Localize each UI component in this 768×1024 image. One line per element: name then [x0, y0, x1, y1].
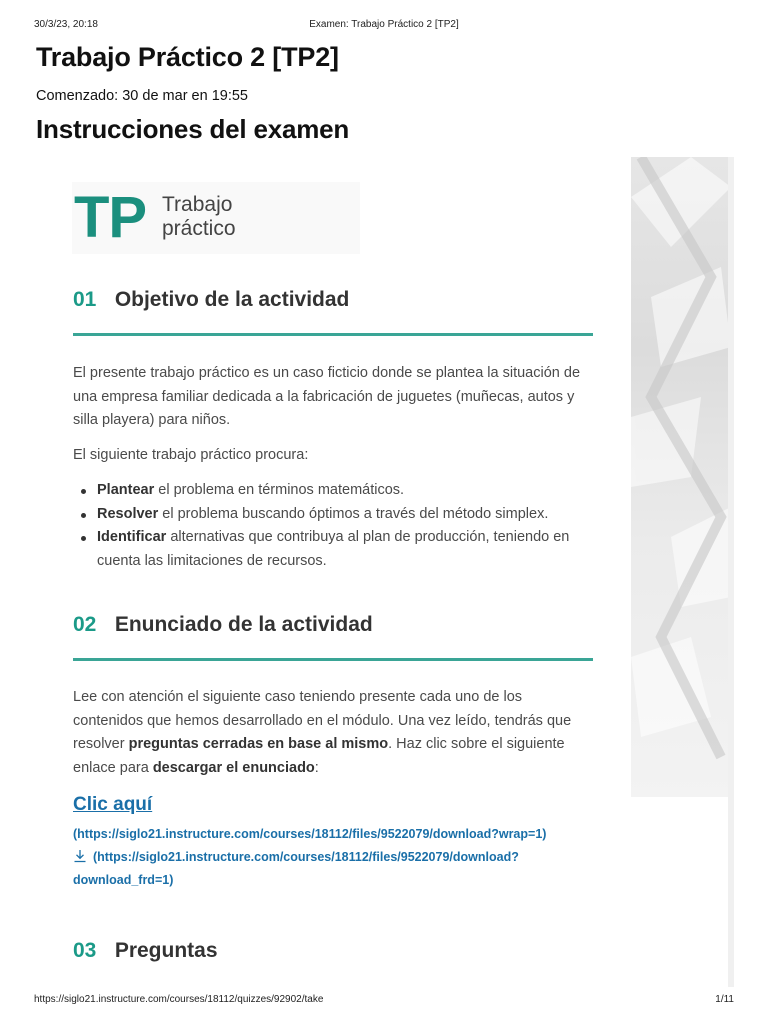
- section-label: Objetivo de la actividad: [114, 288, 350, 311]
- print-footer-url: https://siglo21.instructure.com/courses/18112/quizzes/92902/take: [34, 994, 324, 1005]
- objective-list: [73, 479, 593, 573]
- section-number: 01: [73, 288, 97, 311]
- instructions-heading: Instrucciones del examen: [36, 114, 350, 144]
- objective-intro: El presente trabajo práctico es un caso ficticio donde se plantea la situación de una empresa familiar dedicada a la fabricación de juguetes (muñecas, autos y silla playera) para niños.: [73, 365, 581, 428]
- tp-logo: [72, 182, 360, 254]
- objective-lead: El siguiente trabajo práctico procura:: [73, 447, 309, 463]
- section-heading-statement: [73, 613, 593, 637]
- section-label: Preguntas: [114, 939, 218, 962]
- section-heading-questions: [73, 939, 593, 963]
- download-icon: [73, 848, 87, 862]
- tp-logo-mark: TP: [74, 185, 147, 250]
- print-datetime: 30/3/23, 20:18: [34, 19, 98, 30]
- section-number: 03: [73, 939, 97, 962]
- section-divider: [73, 333, 593, 336]
- started-at: Comenzado: 30 de mar en 19:55: [36, 88, 248, 104]
- download-url-direct[interactable]: (https://siglo21.instructure.com/courses/18112/files/9522079/download?: [73, 846, 603, 869]
- download-link[interactable]: Clic aquí: [73, 794, 153, 815]
- section-number: 02: [73, 613, 97, 636]
- section-label: Enunciado de la actividad: [114, 613, 373, 636]
- tp-logo-word2: práctico: [162, 217, 236, 240]
- print-header: [34, 19, 734, 33]
- list-item: Plantear el problema en términos matemáticos.: [73, 479, 593, 503]
- quiz-title: Trabajo Práctico 2 [TP2]: [36, 42, 339, 72]
- download-url-direct-cont[interactable]: download_frd=1): [73, 873, 174, 887]
- list-item: Resolver el problema buscando óptimos a través del método simplex.: [73, 503, 593, 527]
- section-divider: [73, 658, 593, 661]
- download-url-wrap[interactable]: (https://siglo21.instructure.com/courses/18112/files/9522079/download?wrap=1): [73, 827, 547, 841]
- section-heading-objective: [73, 288, 593, 312]
- list-item: Identificar alternativas que contribuya al plan de producción, teniendo en cuenta las limitaciones de recursos.: [73, 526, 593, 573]
- print-doc-title: Examen: Trabajo Práctico 2 [TP2]: [309, 19, 459, 30]
- page-scrollbar-track: [728, 157, 734, 987]
- page-counter: 1/11: [715, 994, 734, 1005]
- statement-paragraph: Lee con atención el siguiente caso teniendo presente cada uno de los contenidos que hemos desarrollado en el módulo. Una vez leído, tendrás que resolver preguntas cerradas en base al mismo. Haz clic sobre el siguiente enlace para descargar el enunciado:: [73, 689, 572, 776]
- tp-logo-word1: Trabajo: [162, 193, 233, 216]
- decorative-background-image: [631, 157, 731, 797]
